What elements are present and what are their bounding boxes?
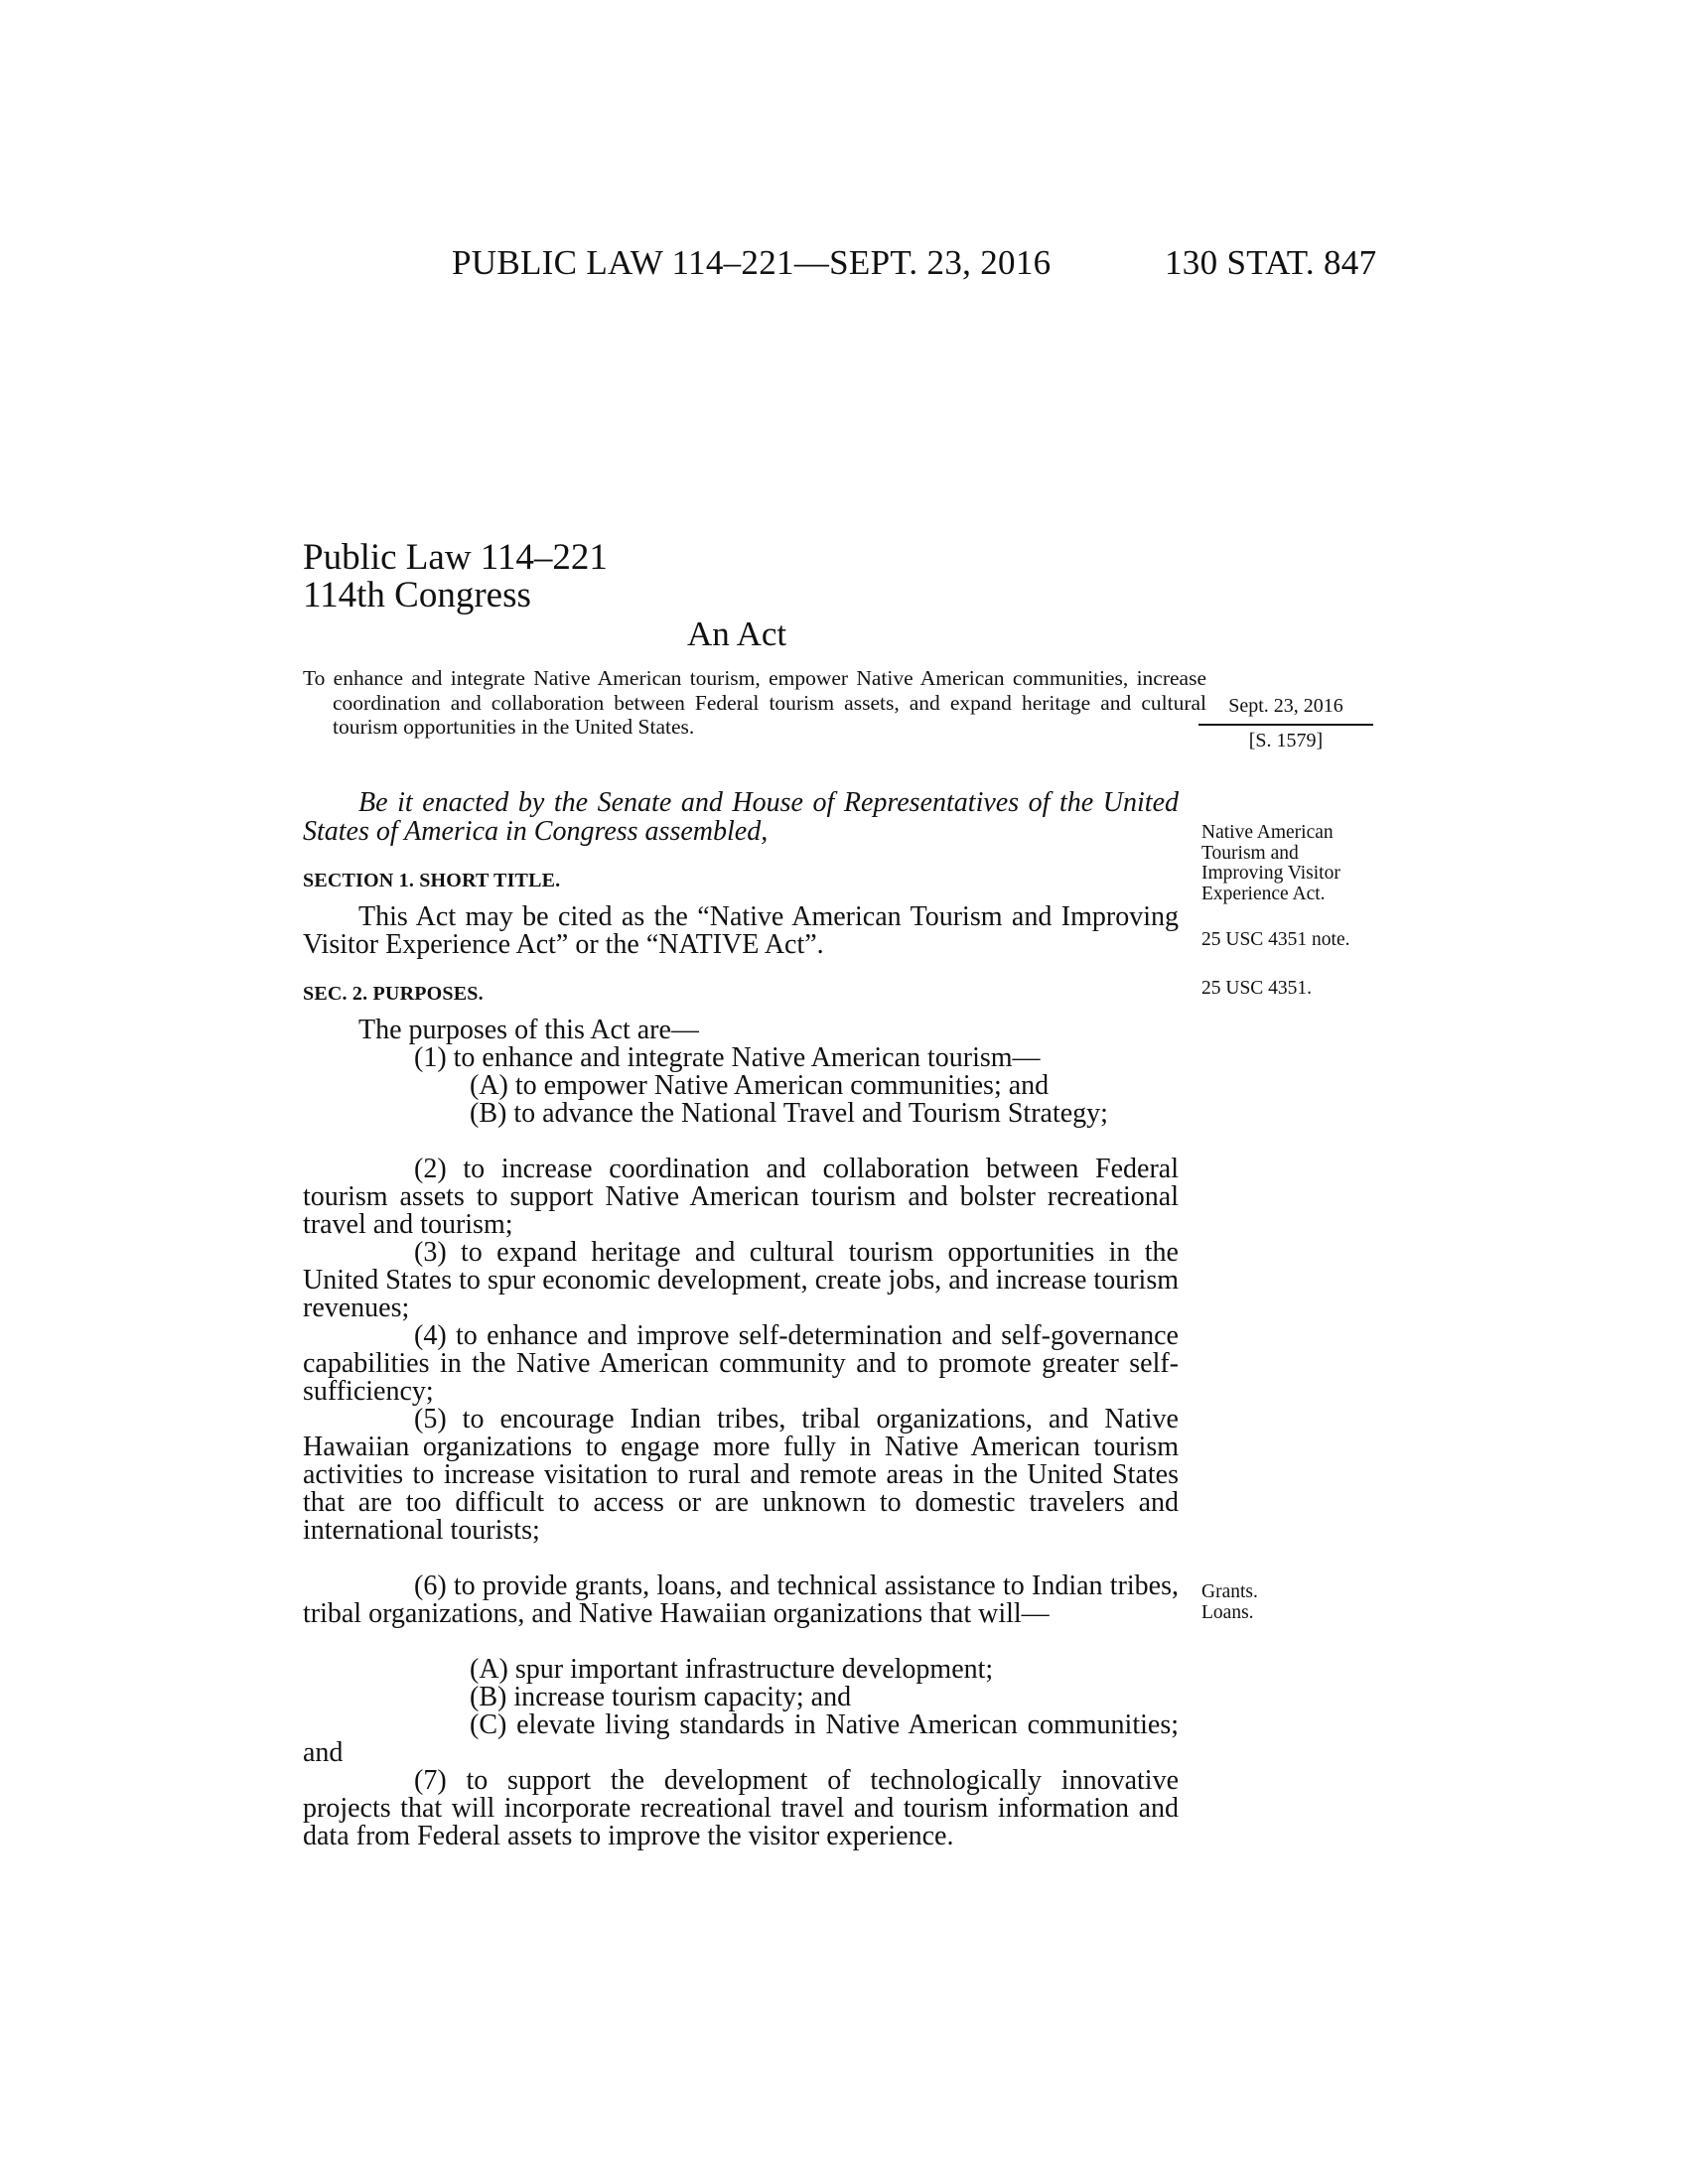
purpose-6-a: (A) spur important infrastructure development; (470, 1654, 994, 1685)
congress-number: 114th Congress (303, 575, 531, 615)
purpose-4: (4) to enhance and improve self-determination and self-governance capabilities in the Native American community and to promote greater self-sufficiency; (303, 1320, 1179, 1407)
margin-note-usc-note: 25 USC 4351 note. (1201, 929, 1350, 950)
running-header-citation: PUBLIC LAW 114–221—SEPT. 23, 2016 (452, 243, 1052, 282)
margin-note-date: Sept. 23, 2016 (1228, 695, 1343, 717)
purpose-1: (1) to enhance and integrate Native American tourism— (414, 1042, 1041, 1073)
section-1-text: This Act may be cited as the “Native American Tourism and Improving Visitor Experience Act” or the “NATIVE Act”. (303, 901, 1179, 960)
purpose-6-c: (C) elevate living standards in Native American communities; and (303, 1709, 1179, 1768)
purpose-1-b: (B) to advance the National Travel and Tourism Strategy; (470, 1098, 1108, 1129)
purpose-6: (6) to provide grants, loans, and technical assistance to Indian tribes, tribal organizations, and Native Hawaiian organizations that will— (303, 1570, 1179, 1629)
margin-note-grants-loans (1201, 1582, 1258, 1623)
purpose-5: (5) to encourage Indian tribes, tribal organizations, and Native Hawaiian organizations to engage more fully in Native American tourism activities to increase visitation to rural and remote areas in the United States that are too difficult to access or are unknown to domestic travelers and international tourists; (303, 1404, 1179, 1546)
purpose-6-b: (B) increase tourism capacity; and (470, 1682, 852, 1712)
margin-note-bill: [S. 1579] (1248, 730, 1324, 751)
running-header-page: 130 STAT. 847 (1165, 243, 1377, 282)
public-law-number: Public Law 114–221 (303, 537, 608, 578)
margin-note-grants: Grants. (1201, 1581, 1258, 1602)
purpose-2: (2) to increase coordination and collaboration between Federal tourism assets to support Native American tourism and bolster recreational travel and tourism; (303, 1154, 1179, 1240)
purpose-3: (3) to expand heritage and cultural tourism opportunities in the United States to spur economic development, create jobs, and increase tourism revenues; (303, 1237, 1179, 1323)
section-2-heading: SEC. 2. PURPOSES. (303, 983, 484, 1005)
purposes-intro: The purposes of this Act are— (358, 1015, 699, 1045)
purpose-7: (7) to support the development of technologically innovative projects that will incorporate recreational travel and tourism information and data from Federal assets to improve the visitor experience. (303, 1765, 1179, 1851)
purpose-1-a: (A) to empower Native American communities; and (470, 1070, 1050, 1101)
act-heading: An Act (687, 614, 787, 653)
long-title: To enhance and integrate Native American tourism, empower Native American communities, increase coordination and collaboration between Federal tourism assets, and expand heritage and cultural tourism opportunities in the United States. (303, 666, 1206, 739)
enacting-clause: Be it enacted by the Senate and House of Representatives of the United States of America in Congress assembled, (303, 787, 1179, 847)
margin-note-loans: Loans. (1201, 1601, 1254, 1623)
margin-rule (1198, 724, 1373, 726)
section-1-heading: SECTION 1. SHORT TITLE. (303, 870, 561, 891)
margin-note-usc-sec2: 25 USC 4351. (1201, 978, 1313, 999)
margin-note-short-title: Native American Tourism and Improving Visitor Experience Act. (1201, 822, 1340, 904)
